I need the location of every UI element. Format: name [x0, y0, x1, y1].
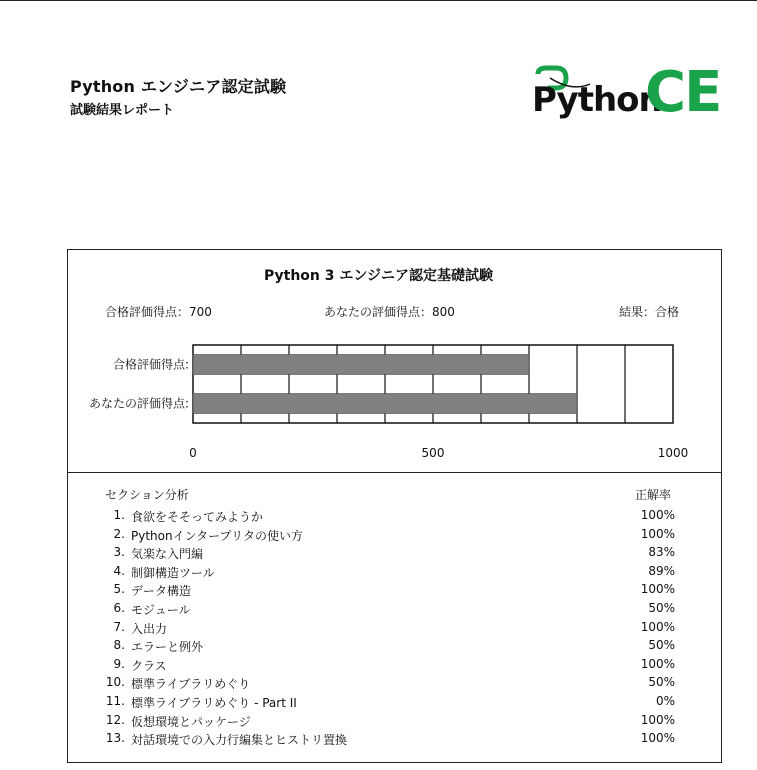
chart-category-label: 合格評価得点:: [112, 357, 189, 372]
chart-bar: [193, 355, 529, 375]
section-name: 制御構造ツール: [131, 565, 215, 580]
section-name: 対話環境での入力行編集とヒストリ置換: [131, 733, 348, 748]
section-accuracy: 0%: [655, 693, 675, 708]
section-name: 標準ライブラリめぐり - Part II: [131, 695, 297, 710]
section-number: 5.: [113, 582, 125, 597]
section-name: クラス: [131, 658, 167, 673]
section-row: [105, 731, 685, 750]
section-name: 気楽な入門編: [131, 547, 204, 562]
section-accuracy: 100%: [640, 712, 675, 727]
section-number: 3.: [113, 545, 125, 560]
section-number: 12.: [105, 712, 125, 727]
top-rule: [0, 0, 757, 1]
chart-x-tick-label: 500: [421, 446, 445, 460]
section-row: [105, 694, 685, 713]
section-accuracy: 100%: [640, 656, 675, 671]
logo-text-ce: CE: [645, 60, 721, 125]
section-accuracy: 89%: [648, 563, 675, 578]
section-row: [105, 564, 685, 583]
section-accuracy: 50%: [648, 638, 675, 653]
python-ce-logo: [532, 58, 732, 138]
section-accuracy: 100%: [640, 731, 675, 746]
accuracy-header: 正解率: [635, 488, 672, 502]
section-number: 8.: [113, 638, 125, 653]
section-row: [105, 601, 685, 620]
section-row: [105, 657, 685, 676]
section-name: 標準ライブラリめぐり: [131, 677, 251, 692]
section-row: [105, 582, 685, 601]
section-number: 7.: [113, 619, 125, 634]
section-row: [105, 638, 685, 657]
section-number: 4.: [113, 563, 125, 578]
section-row: [105, 508, 685, 527]
section-row: [105, 545, 685, 564]
section-list: [105, 508, 685, 750]
section-number: 9.: [113, 656, 125, 671]
section-number: 6.: [113, 600, 125, 615]
section-row: [105, 713, 685, 732]
chart-bar: [193, 394, 577, 414]
section-number: 2.: [113, 526, 125, 541]
section-accuracy: 100%: [640, 526, 675, 541]
logo-text-python: Python: [532, 80, 662, 120]
section-name: 仮想環境とパッケージ: [131, 714, 251, 729]
report-title: Python エンジニア認定試験: [70, 77, 287, 96]
your-score: あなたの評価得点：800: [324, 305, 455, 319]
exam-result: 結果：合格: [619, 305, 680, 319]
pass-score: 合格評価得点：700: [105, 305, 212, 319]
report-subtitle: 試験結果レポート: [70, 103, 175, 118]
section-name: Pythonインタープリタの使い方: [131, 528, 304, 543]
section-name: データ構造: [131, 584, 192, 599]
section-name: 入出力: [131, 621, 168, 636]
section-row: [105, 620, 685, 639]
section-name: エラーと例外: [131, 640, 204, 655]
section-number: 1.: [113, 508, 125, 522]
section-accuracy: 83%: [648, 545, 675, 560]
section-name: モジュール: [131, 602, 191, 617]
section-accuracy: 50%: [648, 675, 675, 690]
section-divider: [67, 472, 722, 473]
section-analysis-header: セクション分析: [105, 488, 189, 502]
section-number: 13.: [105, 731, 125, 746]
exam-name: Python 3 エンジニア認定基礎試験: [263, 268, 494, 284]
chart-x-tick-label: 0: [189, 446, 197, 460]
section-accuracy: 100%: [640, 508, 675, 522]
section-accuracy: 100%: [640, 619, 675, 634]
section-number: 11.: [105, 693, 125, 708]
chart-x-tick-label: 1000: [657, 446, 689, 460]
chart-category-label: あなたの評価得点:: [88, 396, 189, 411]
section-number: 10.: [105, 675, 125, 690]
section-name: 食欲をそそってみようか: [131, 510, 264, 524]
section-row: [105, 527, 685, 546]
section-row: [105, 675, 685, 694]
score-bar-chart: [67, 335, 722, 465]
section-accuracy: 50%: [648, 600, 675, 615]
section-accuracy: 100%: [640, 582, 675, 597]
